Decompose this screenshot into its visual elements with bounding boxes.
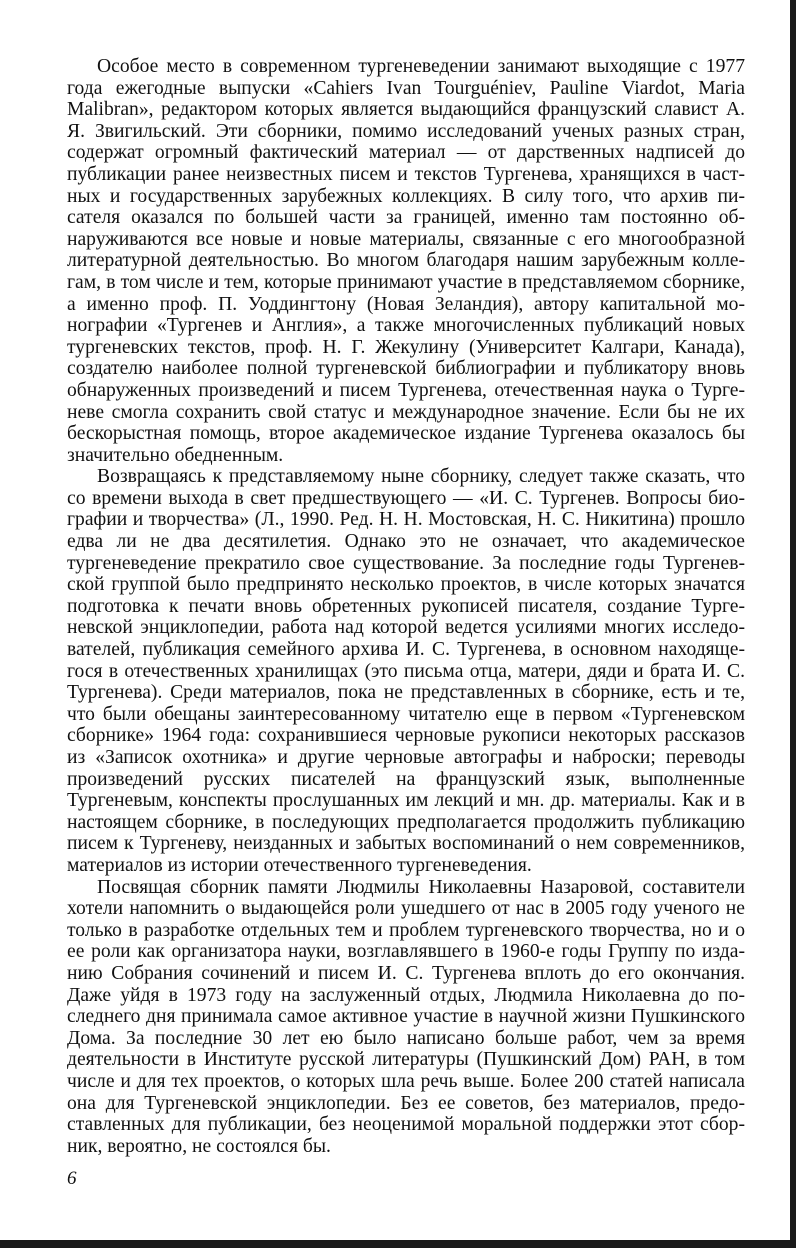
paragraph-3: Посвящая сборник памяти Людмилы Николаевны Назаровой, составители хотели напомнить о выдающейся роли ушедшего от нас в 2005 году ученого не только в разработке отдельных тем и проблем тургеневского творчества, но и о ее роли как организатора науки, возглавлявшего в 1960-е годы Группу по изданию Собрания сочинений и писем И. С. Тургенева вплоть до его окончания. Даже уйдя в 1973 году на заслуженный отдых, Людмила Николаевна до последнего дня принимала самое активное участие в научной жизни Пушкинского Дома. За последние 30 лет ею было написано больше работ, чем за время деятельности в Институте русской литературы (Пушкинский Дом) РАН, в том числе и для тех проектов, о которых шла речь выше. Более 200 статей написала она для Тургеневской энциклопедии. Без ее советов, без материалов, предоставленных для публикации, без неоценимой моральной поддержки этот сборник, вероятно, не состоялся бы. (67, 876, 745, 1157)
paragraph-2: Возвращаясь к представляемому ныне сборнику, следует также сказать, что со времени выхода в свет предшествующего — «И. С. Тургенев. Вопросы биографии и творчества» (Л., 1990. Ред. Н. Н. Мостовская, Н. С. Никитина) прошло едва ли не два десятилетия. Однако это не означает, что академическое тургеневедение прекратило свое существование. За последние годы Тургеневской группой было предпринято несколько проектов, в числе которых значатся подготовка к печати вновь обретенных рукописей писателя, создание Тургеневской энциклопедии, работа над которой ведется усилиями многих исследователей, публикация семейного архива И. С. Тургенева, в основном находящегося в отечественных хранилищах (это письма отца, матери, дяди и брата И. С. Тургенева). Среди материалов, пока не представленных в сборнике, есть и те, что были обещаны заинтересованному читателю еще в первом «Тургеневском сборнике» 1964 года: сохранившиеся черновые рукописи некоторых рассказов из «Записок охотника» и другие черновые автографы и наброски; переводы произведений русских писателей на французский язык, выполненные Тургеневым, конспекты прослушанных им лекций и мн. др. материалы. Как и в настоящем сборнике, в последующих предполагается продолжить публикацию писем к Тургеневу, неизданных и забытых воспоминаний о нем современников, материалов из истории отечественного тургеневедения. (67, 466, 745, 876)
paragraph-1: Особое место в современном тургеневедении занимают выходящие с 1977 года ежегодные выпуски «Cahiers Ivan Tourguéniev, Pauline Viardot, Maria Malibran», редактором которых является выдающийся французский славист А. Я. Звигильский. Эти сборники, помимо исследований ученых разных стран, содержат огромный фактический материал — от дарственных надписей до публикации ранее неизвестных писем и текстов Тургенева, хранящихся в частных и государственных зарубежных коллекциях. В силу того, что архив писателя оказался по большей части за границей, именно там постоянно обнаруживаются все новые и новые материалы, связанные с его многообразной литературной деятельностью. Во многом благодаря нашим зарубежным коллегам, в том числе и тем, которые принимают участие в представляемом сборнике, а именно проф. П. Уоддингтону (Новая Зеландия), автору капитальной монографии «Тургенев и Англия», а также многочисленных публикаций новых тургеневских текстов, проф. Н. Г. Жекулину (Университет Калгари, Канада), создателю наиболее полной тургеневской библиографии и публикатору вновь обнаруженных произведений и писем Тургенева, отечественная наука о Тургеневе смогла сохранить свой статус и международное значение. Если бы не их бескорыстная помощь, второе академическое издание Тургенева оказалось бы значительно обедненным. (67, 56, 745, 466)
page-number: 6 (67, 1168, 77, 1189)
body-text (67, 56, 745, 1157)
